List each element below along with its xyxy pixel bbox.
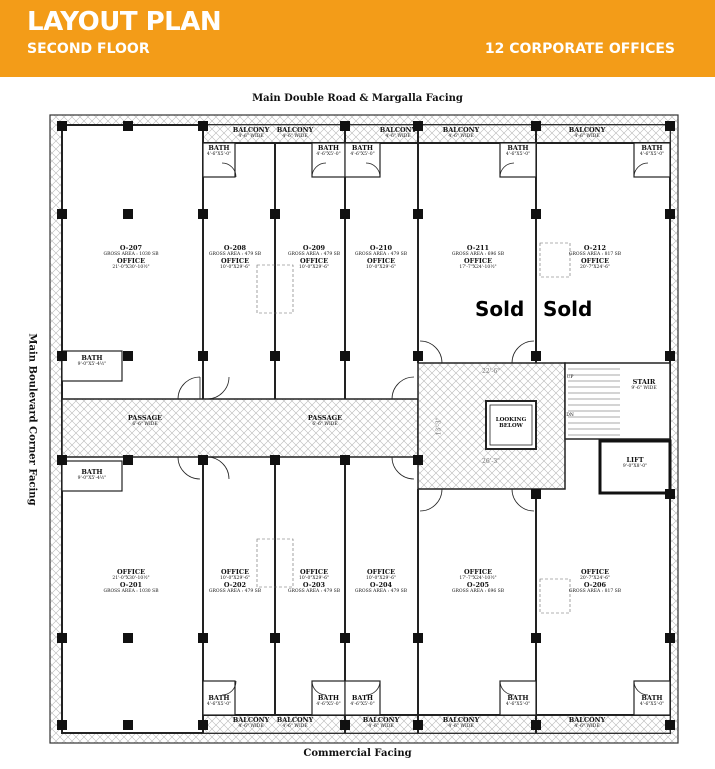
balcony-top-1: BALCONY 4'-6" WIDE (232, 126, 270, 140)
facing-bottom-label: Commercial Facing (303, 748, 412, 759)
passage-area (62, 399, 418, 457)
bath-bottom-2: BATH 4'-6"X5'-0" (316, 694, 341, 708)
bath-bottom-5: BATH 4'-6"X5'-0" (639, 694, 665, 708)
stair-dn-mark: DN (566, 413, 574, 418)
lobby-dim-bottom: 26'-3" (482, 458, 500, 465)
balcony-top-4: BALCONY 4'-6" WIDE (442, 126, 480, 140)
bath-top-4: BATH 4'-6"X5'-0" (505, 144, 531, 158)
room-o205: OFFICE 17'-7"X24'-10½" O-205 GROSS AREA : 696 SB (451, 568, 505, 595)
room-o204: OFFICE 10'-0"X29'-6" O-204 GROSS AREA : 479 SB (354, 568, 408, 595)
balcony-bottom-2: BALCONY 4'-6" WIDE (276, 716, 314, 730)
bath-bottom-4: BATH 4'-6"X5'-0" (505, 694, 531, 708)
bath-bottom-1: BATH 4'-6"X5'-0" (206, 694, 232, 708)
sold-label-o211: Sold (475, 297, 525, 321)
balcony-bottom-4: BALCONY 4'-6" WIDE (442, 716, 480, 730)
room-o207: O-207 GROSS AREA : 1030 SB OFFICE 21'-0"X30'-10½" (103, 244, 159, 271)
facing-top-label: Main Double Road & Margalla Facing (252, 93, 463, 104)
floor-subtitle: SECOND FLOOR (27, 41, 150, 57)
bath-bottom-3: BATH 4'-6"X5'-0" (350, 694, 375, 708)
balcony-top-5: BALCONY 4'-6" WIDE (568, 126, 606, 140)
bath-top-3: BATH 4'-6"X5'-0" (350, 144, 375, 158)
room-o202: OFFICE 10'-0"X29'-6" O-202 GROSS AREA : 479 SB (208, 568, 262, 595)
room-o212: O-212 GROSS AREA : 817 SB OFFICE 20'-7"X24'-6" (568, 244, 622, 271)
bath-top-1: BATH 4'-6"X5'-0" (206, 144, 232, 158)
sold-label-o212: Sold (543, 297, 593, 321)
room-o203: OFFICE 10'-0"X29'-6" O-203 GROSS AREA : 479 SB (287, 568, 341, 595)
balcony-bottom-3: BALCONY 4'-6" WIDE (362, 716, 400, 730)
room-o210: O-210 GROSS AREA : 479 SB OFFICE 10'-0"X29'-6" (354, 244, 408, 271)
bath-left-bottom: BATH 9'-0"X5'-4½" (77, 468, 107, 482)
lift-label: LIFT 9'-0"X8'-0" (622, 456, 648, 470)
stair-label: STAIR 9'-6" WIDE (631, 378, 657, 392)
balcony-bottom-5: BALCONY 4'-6" WIDE (568, 716, 606, 730)
header-banner (0, 0, 715, 77)
balcony-top-2: BALCONY 4'-6" WIDE (276, 126, 314, 140)
lobby-dim-top: 22'-6" (482, 368, 500, 375)
lobby-dim-side: 13'-3" (435, 417, 443, 436)
passage-label-1: PASSAGE 6'-6" WIDE (127, 414, 163, 428)
room-o209: O-209 GROSS AREA : 479 SB OFFICE 10'-0"X29'-6" (287, 244, 341, 271)
stair-up-mark: UP (566, 375, 574, 380)
balcony-bottom-1: BALCONY 4'-6" WIDE (232, 716, 270, 730)
floor-plan-drawing (0, 77, 715, 769)
room-o201: OFFICE 21'-0"X30'-10½" O-201 GROSS AREA : 1030 SB (103, 568, 159, 595)
room-o206: OFFICE 20'-7"X24'-6" O-206 GROSS AREA : 817 SB (568, 568, 622, 595)
stair-area (565, 363, 670, 439)
room-o208: O-208 GROSS AREA : 479 SB OFFICE 10'-0"X29'-6" (208, 244, 262, 271)
plan-title: LAYOUT PLAN (27, 7, 222, 37)
looking-below-label: LOOKING BELOW (495, 417, 527, 430)
bath-top-2: BATH 4'-6"X5'-0" (316, 144, 341, 158)
facing-left-label: Main Boulevard Corner Facing (26, 333, 38, 506)
room-o211: O-211 GROSS AREA : 696 SB OFFICE 17'-7"X24'-10½" (451, 244, 505, 271)
bath-top-5: BATH 4'-6"X5'-0" (639, 144, 665, 158)
passage-label-2: PASSAGE 6'-6" WIDE (307, 414, 343, 428)
floor-plan (0, 77, 715, 769)
bath-left-top: BATH 9'-0"X5'-4½" (77, 354, 107, 368)
offices-count: 12 CORPORATE OFFICES (484, 41, 675, 57)
balcony-top-3: BALCONY 4'-6" WIDE (379, 126, 417, 140)
